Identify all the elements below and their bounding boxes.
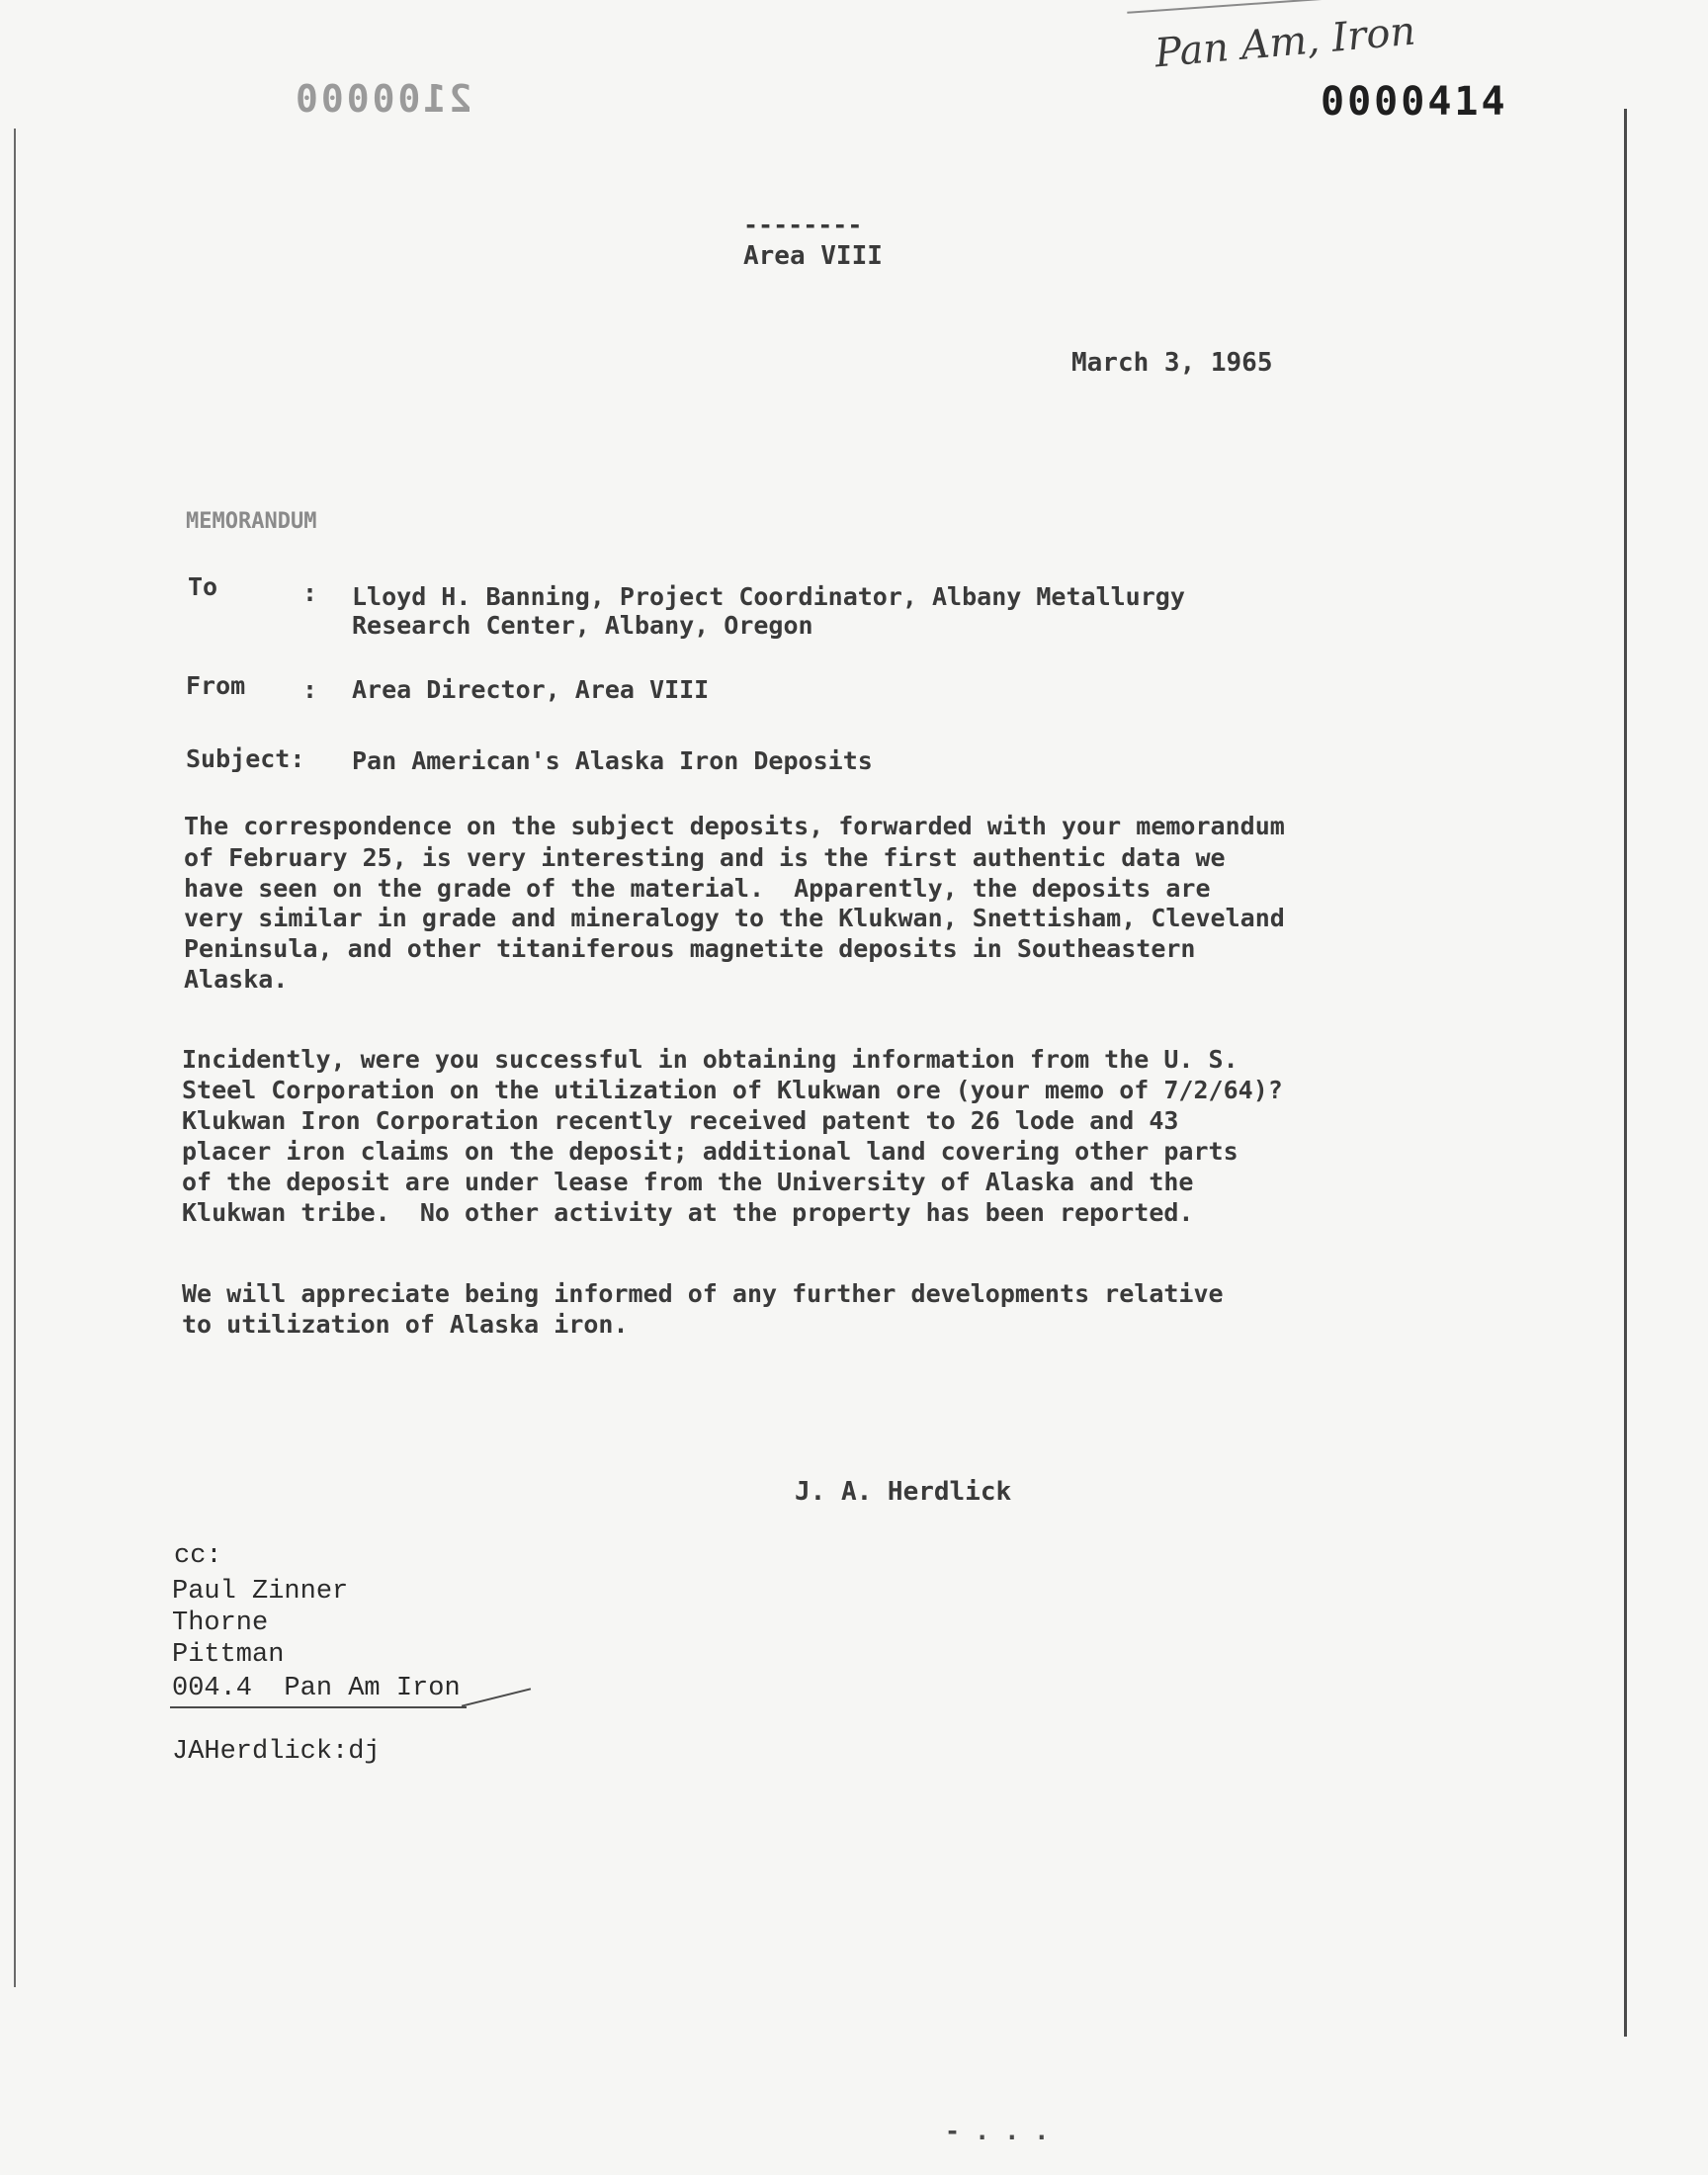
- cc-name: Pittman: [172, 1640, 285, 1670]
- paragraph-line: Steel Corporation on the utilization of Klukwan ore (your memo of 7/2/64)?: [182, 1076, 1283, 1104]
- paragraph-line: Alaska.: [184, 965, 289, 994]
- paragraph-line: Klukwan tribe. No other activity at the property has been reported.: [182, 1198, 1194, 1227]
- cc-label: cc:: [174, 1541, 222, 1571]
- to-label: To: [188, 572, 218, 601]
- paragraph-line: of the deposit are under lease from the University of Alaska and the: [182, 1168, 1194, 1196]
- right-edge-line: [1624, 109, 1627, 2037]
- paragraph-line: very similar in grade and mineralogy to the Klukwan, Snettisham, Cleveland: [184, 904, 1285, 932]
- cc-file-reference: 004.4 Pan Am Iron: [172, 1674, 461, 1703]
- paragraph-line: Klukwan Iron Corporation recently received patent to 26 lode and 43: [182, 1106, 1179, 1135]
- from-label: From: [186, 671, 246, 700]
- to-line-2: Research Center, Albany, Oregon: [352, 611, 813, 640]
- area-heading: Area VIII: [743, 241, 883, 271]
- to-colon: :: [302, 578, 318, 607]
- paragraph-line: to utilization of Alaska iron.: [182, 1310, 629, 1339]
- to-line-1: Lloyd H. Banning, Project Coordinator, Albany Metallurgy: [352, 582, 1185, 611]
- paragraph-line: We will appreciate being informed of any further developments relative: [182, 1279, 1224, 1308]
- signature: J. A. Herdlick: [795, 1477, 1012, 1507]
- from-colon: :: [302, 675, 318, 704]
- memo-heading: MEMORANDUM: [186, 509, 317, 534]
- paragraph-line: placer iron claims on the deposit; additional land covering other parts: [182, 1137, 1238, 1166]
- from-value: Area Director, Area VIII: [352, 675, 710, 704]
- file-reference-underline-tail: [462, 1688, 531, 1706]
- paragraph-line: Incidently, were you successful in obtaining information from the U. S.: [182, 1045, 1238, 1074]
- handwritten-note: Pan Am, Iron: [1153, 8, 1417, 77]
- cc-name: Paul Zinner: [172, 1577, 349, 1607]
- handwritten-scribble-top: [1127, 0, 1403, 14]
- cc-name: Thorne: [172, 1609, 269, 1638]
- paragraph-line: The correspondence on the subject deposits, forwarded with your memorandum: [184, 812, 1285, 840]
- footer-marks: - . . .: [945, 2117, 1050, 2145]
- typist-initials: JAHerdlick:dj: [172, 1737, 381, 1767]
- subject-label: Subject:: [186, 744, 305, 773]
- faded-stamp-number: 2100000: [293, 77, 472, 121]
- stamp-number: 0000414: [1321, 79, 1508, 125]
- left-edge-line: [14, 129, 16, 1987]
- memo-date: March 3, 1965: [1071, 348, 1273, 378]
- paragraph-line: of February 25, is very interesting and is the first authentic data we: [184, 843, 1226, 872]
- paragraph-line: have seen on the grade of the material. Apparently, the deposits are: [184, 874, 1211, 903]
- header-dashes: --------: [743, 211, 863, 239]
- file-reference-underline: [170, 1706, 467, 1708]
- paragraph-line: Peninsula, and other titaniferous magnetite deposits in Southeastern: [184, 934, 1196, 963]
- subject-value: Pan American's Alaska Iron Deposits: [352, 746, 873, 775]
